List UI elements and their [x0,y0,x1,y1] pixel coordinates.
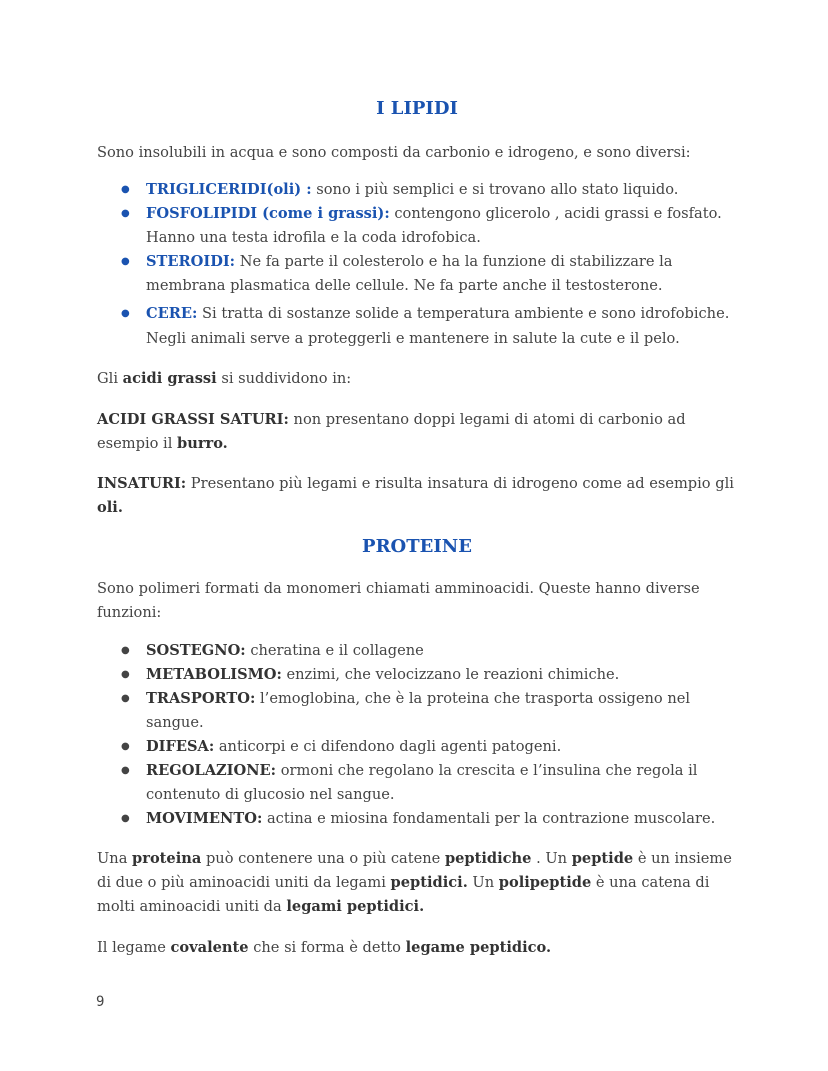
text-run: Un [467,874,499,891]
legame-paragraph [97,936,737,960]
bold-term: ACIDI GRASSI SATURI: [97,411,289,428]
item-text: l’emoglobina, che è la proteina che trasporta ossigeno nel sangue. [146,690,691,731]
page-content [97,96,737,960]
list-item [97,663,737,687]
text-run: non presentano doppi legami di atomi di carbonio ad esempio il [97,411,686,452]
text-run: è un insieme di due o più aminoacidi uniti da legami [97,850,732,891]
list-item [97,202,737,250]
bold-term: polipeptide [498,874,592,891]
text-run: Una [97,850,133,867]
item-text: contengono glicerolo , acidi grassi e fosfato. Hanno una testa idrofila e la coda idrofobica. [146,205,722,246]
item-text: Ne fa parte il colesterolo e ha la funzione di stabilizzare la membrana plasmatica delle cellule. Ne fa parte anche il testosterone. [146,253,673,294]
bold-term: proteina [132,850,202,867]
text-run: può contenere una o più catene [201,850,445,867]
item-text: ormoni che regolano la crescita e l’insulina che regola il contenuto di glucosio nel sangue. [146,762,698,803]
list-item [97,735,737,759]
list-item [97,178,737,202]
item-text: enzimi, che velocizzano le reazioni chimiche. [281,666,620,683]
item-text: cheratina e il collagene [245,642,424,659]
list-item [97,759,737,807]
bold-term: peptidiche [444,850,532,867]
bold-term: burro. [177,435,228,452]
text-run: Presentano più legami e risulta insatura di idrogeno come ad esempio gli [186,475,734,492]
text-run: Gli [97,370,123,387]
text-run: si suddividono in: [216,370,352,387]
heading-lipidi: I LIPIDI [376,98,458,119]
bold-term: legami peptidici. [286,898,425,915]
proteine-list [97,639,737,831]
item-term: METABOLISMO: [146,666,282,683]
item-term: TRIGLICERIDI(oli) : [146,181,312,198]
bold-term: legame peptidico. [405,939,552,956]
item-term: TRASPORTO: [146,690,256,707]
text-run: . Un [531,850,572,867]
lipidi-intro: Sono insolubili in acqua e sono composti da carbonio e idrogeno, e sono diversi: [97,144,691,161]
item-text: anticorpi e ci difendono dagli agenti patogeni. [214,738,562,755]
item-term: REGOLAZIONE: [146,762,277,779]
bold-term: INSATURI: [97,475,187,492]
acidi-grassi-line [97,367,737,391]
list-item [97,250,737,298]
item-term: DIFESA: [146,738,215,755]
item-term: FOSFOLIPIDI (come i grassi): [146,205,390,222]
bold-term: peptide [571,850,634,867]
text-run: che si forma è detto [248,939,406,956]
item-term: SOSTEGNO: [146,642,246,659]
lipidi-list [97,178,737,351]
insaturi-paragraph [97,472,737,520]
proteina-paragraph [97,847,737,919]
item-text: sono i più semplici e si trovano allo stato liquido. [311,181,679,198]
item-term: STEROIDI: [146,253,236,270]
proteine-intro: Sono polimeri formati da monomeri chiamati amminoacidi. Queste hanno diverse funzioni: [97,580,700,621]
list-item [97,807,737,831]
bold-term: acidi grassi [122,370,217,387]
bold-term: peptidici. [390,874,468,891]
list-item [97,301,737,351]
list-item [97,687,737,735]
text-run: è una catena di molti aminoacidi uniti da [97,874,710,915]
bold-term: covalente [170,939,249,956]
saturi-paragraph [97,408,737,456]
page-number: 9 [96,994,105,1010]
heading-proteine: PROTEINE [362,536,472,557]
text-run: Il legame [97,939,171,956]
item-term: MOVIMENTO: [146,810,263,827]
item-text: Si tratta di sostanze solide a temperatura ambiente e sono idrofobiche. Negli animali serve a proteggerli e mantenere in salute la cute e il pelo. [146,305,730,347]
bold-term: oli. [97,499,123,516]
item-term: CERE: [146,305,198,322]
list-item [97,639,737,663]
item-text: actina e miosina fondamentali per la contrazione muscolare. [262,810,716,827]
